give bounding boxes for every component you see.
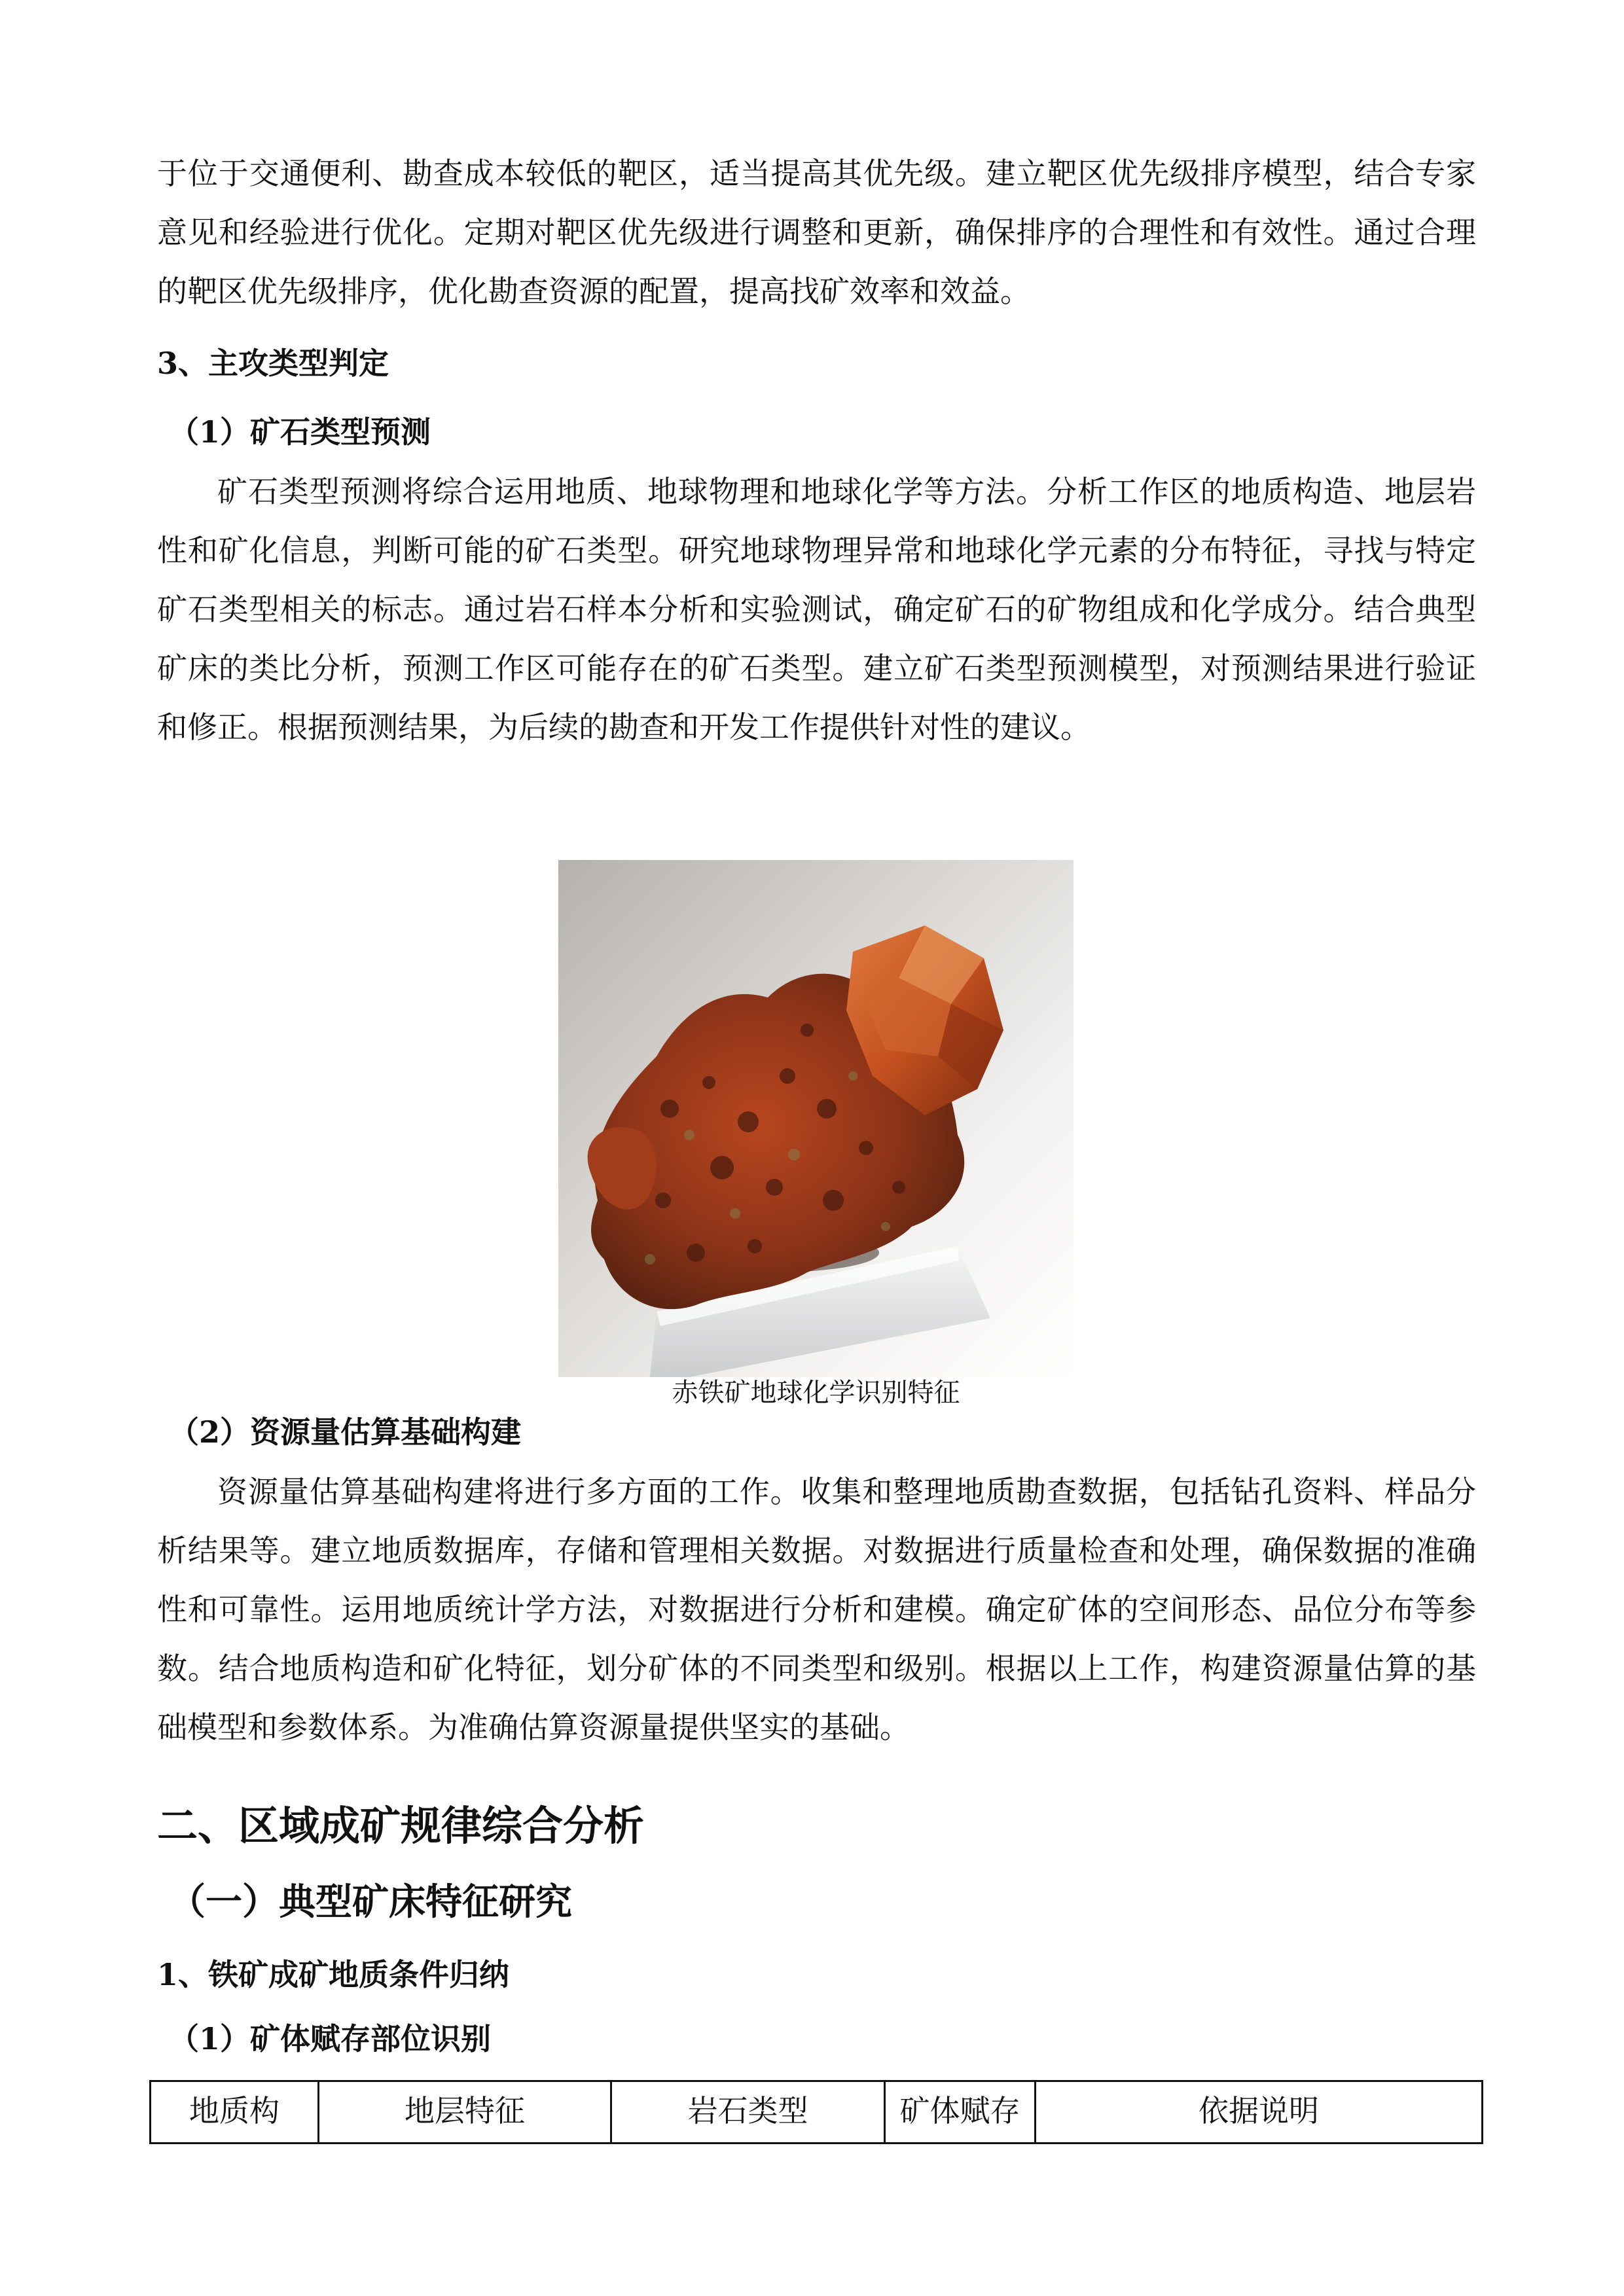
table-header-cell: 岩石类型	[612, 2082, 886, 2142]
table-header-cell: 地层特征	[319, 2082, 612, 2142]
table-header-cell: 矿体赋存	[886, 2082, 1036, 2142]
subsection-1-heading: （1）矿石类型预测	[169, 414, 431, 450]
hematite-specimen-illustration	[558, 860, 1074, 1377]
intro-paragraph: 于位于交通便利、勘查成本较低的靶区，适当提高其优先级。建立靶区优先级排序模型，结合专家意见和经验进行优化。定期对靶区优先级进行调整和更新，确保排序的合理性和有效性。通过合理的靶区优先级排序，优化勘查资源的配置，提高找矿效率和效益。	[157, 156, 1476, 309]
section-3-heading: 3、主攻类型判定	[157, 346, 389, 381]
subsection-1-paragraph: 矿石类型预测将综合运用地质、地球物理和地球化学等方法。分析工作区的地质构造、地层岩性和矿化信息，判断可能的矿石类型。研究地球物理异常和地球化学元素的分布特征，寻找与特定矿石类型相关的标志。通过岩石样本分析和实验测试，确定矿石的矿物组成和化学成分。结合典型矿床的类比分析，预测工作区可能存在的矿石类型。建立矿石类型预测模型，对预测结果进行验证和修正。根据预测结果，为后续的勘查和开发工作提供针对性的建议。	[157, 474, 1476, 745]
hematite-photo	[558, 860, 1074, 1377]
ore-body-table-header	[149, 2080, 1483, 2144]
subsection-1b-heading: （1）矿体赋存部位识别	[169, 2021, 492, 2056]
subsection-2-paragraph: 资源量估算基础构建将进行多方面的工作。收集和整理地质勘查数据，包括钻孔资料、样品分析结果等。建立地质数据库，存储和管理相关数据。对数据进行质量检查和处理，确保数据的准确性和可靠性。运用地质统计学方法，对数据进行分析和建模。确定矿体的空间形态、品位分布等参数。结合地质构造和矿化特征，划分矿体的不同类型和级别。根据以上工作，构建资源量估算的基础模型和参数体系。为准确估算资源量提供坚实的基础。	[157, 1474, 1476, 1745]
table-header-cell: 依据说明	[1199, 2093, 1319, 2128]
subsection-2-heading: （2）资源量估算基础构建	[169, 1414, 522, 1450]
part-1-heading: （一）典型矿床特征研究	[169, 1880, 572, 1924]
section-1-heading: 1、铁矿成矿地质条件归纳	[157, 1957, 510, 1992]
table-header-cell: 地质构	[151, 2082, 319, 2142]
chapter-2-heading: 二、区域成矿规律综合分析	[157, 1802, 645, 1850]
figure-caption: 赤铁矿地球化学识别特征	[672, 1378, 960, 1408]
